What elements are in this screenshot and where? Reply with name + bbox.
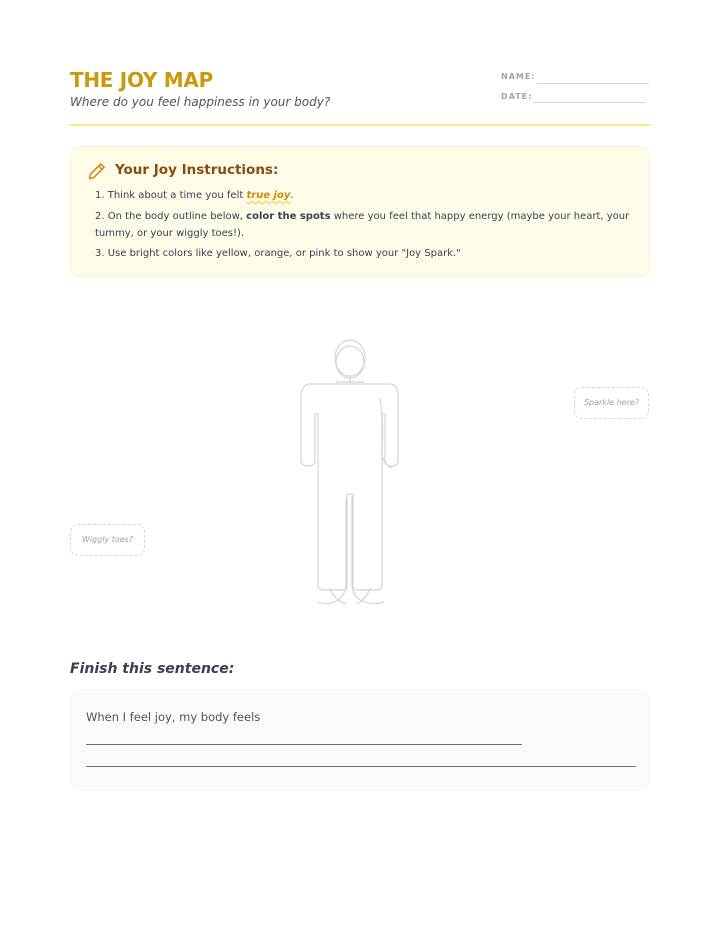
page-title: THE JOY MAP <box>70 68 213 92</box>
pencil-icon <box>87 161 107 181</box>
body-outline[interactable] <box>300 338 400 608</box>
toes-hint-tag: Wiggly toes? <box>70 524 145 556</box>
instruction-step-2 <box>95 208 635 242</box>
header-divider <box>70 124 650 126</box>
step-2-text: 2. On the body outline below, <box>95 211 247 222</box>
finish-sentence-title: Finish this sentence: <box>70 661 235 677</box>
step-1-text: 1. Think about a time you felt <box>95 190 247 201</box>
step-2-end: where you feel that happy energy (maybe your heart, your tummy, or your wiggly toes!). <box>95 211 630 239</box>
date-field[interactable] <box>534 102 646 103</box>
answer-line-2[interactable] <box>86 766 636 767</box>
instruction-step-1 <box>95 187 635 204</box>
instructions-box <box>70 146 650 277</box>
sparkle-hint-tag: Sparkle here? <box>574 387 649 419</box>
instruction-step-3: 3. Use bright colors like yellow, orange, or pink to show your "Joy Spark." <box>95 248 461 259</box>
date-label: DATE: <box>501 92 533 101</box>
true-joy-emphasis: true joy <box>246 190 291 201</box>
step-2-strong: color the spots <box>246 211 331 222</box>
instructions-title: Your Joy Instructions: <box>115 162 279 178</box>
name-field[interactable] <box>537 83 649 84</box>
worksheet-page <box>70 0 650 932</box>
sentence-prompt: When I feel joy, my body feels <box>86 710 261 724</box>
sentence-box <box>70 690 650 790</box>
answer-line-1[interactable] <box>86 744 522 745</box>
page-subtitle: Where do you feel happiness in your body? <box>70 95 331 109</box>
name-label: NAME: <box>501 72 536 81</box>
step-1-end: . <box>290 190 294 201</box>
